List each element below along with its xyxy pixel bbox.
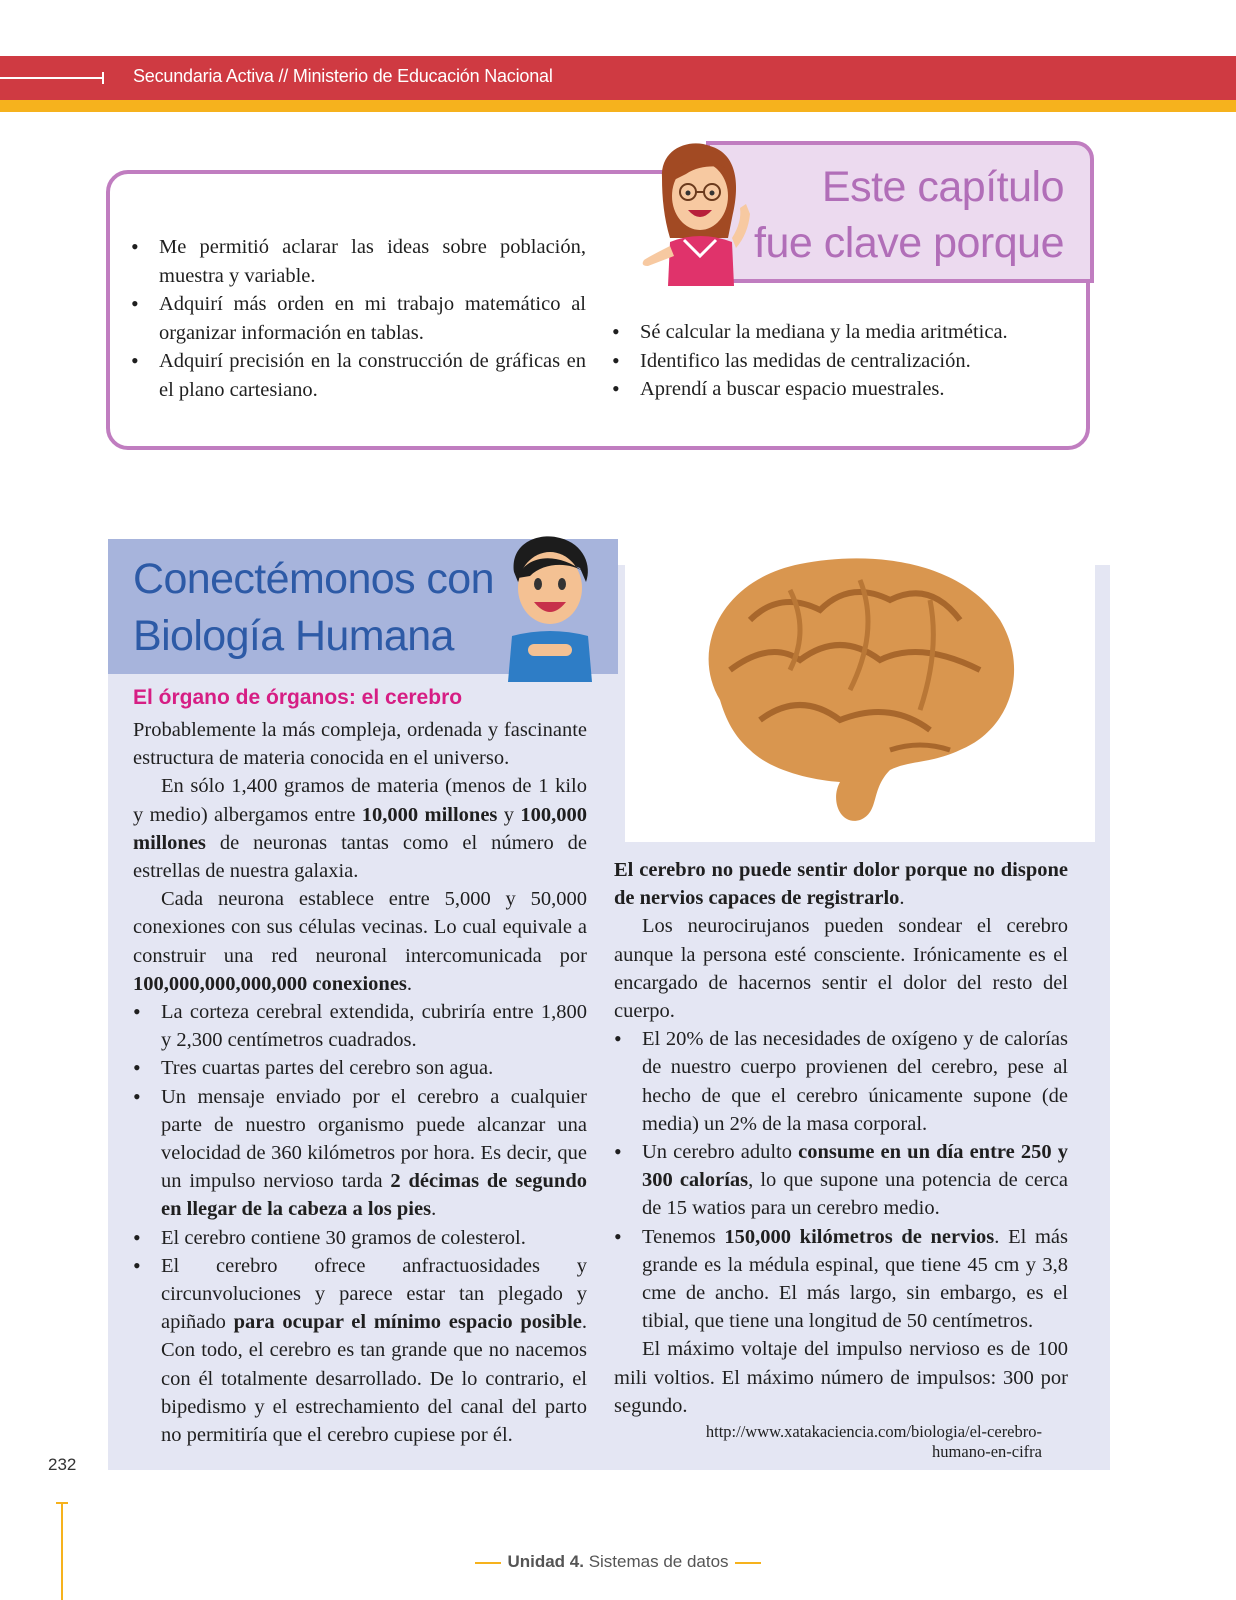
girl-illustration-icon [640,138,760,286]
boy-illustration-icon [500,532,600,682]
source-line-1: http://www.xatakaciencia.com/biologia/el-cerebro- [705,1422,1042,1442]
header-stripe [0,100,1236,112]
list-item: • Tres cuartas partes del cerebro son agua. [133,1054,587,1082]
brain-image [690,550,1030,825]
summary-title-line-1: Este capítulo [821,163,1064,211]
list-item: • La corteza cerebral extendida, cubriría entre 1,800 y 2,300 centímetros cuadrados. [133,998,587,1054]
summary-left-list [131,233,586,404]
bold-paragraph: El cerebro no puede sentir dolor porque no dispone de nervios capaces de registrarlo. [614,859,1068,910]
intro-paragraph: Probablemente la más compleja, ordenada y fascinante estructura de materia conocida en el universo. [133,719,587,770]
section-title-line-2: Biología Humana [133,612,454,660]
section-title-line-1: Conectémonos con [133,555,494,603]
list-item: • Me permitió aclarar las ideas sobre población, muestra y variable. [131,233,586,290]
list-item: • Un cerebro adulto consume en un día entre 250 y 300 calorías, lo que supone una potencia de cerca de 15 watios para un cerebro medio. [614,1138,1068,1223]
left-column [133,716,587,1449]
list-item: • El cerebro contiene 30 gramos de colesterol. [133,1224,587,1252]
footer-unit [0,1552,1236,1572]
list-item: • Adquirí precisión en la construcción de gráficas en el plano cartesiano. [131,347,586,404]
paragraph: Cada neurona establece entre 5,000 y 50,000 conexiones con sus células vecinas. Lo cual equivale a construir una red neuronal intercomunicada por 100,000,000,000,000 conexiones. [133,888,587,995]
list-item: • Sé calcular la mediana y la media aritmética. [612,318,1072,347]
paragraph: El máximo voltaje del impulso nervioso es de 100 mili voltios. El máximo número de impulsos: 300 por segundo. [614,1338,1068,1417]
section-title [133,551,494,665]
paragraph: Los neurocirujanos pueden sondear el cerebro aunque la persona esté consciente. Irónicamente es el encargado de hacernos sentir el dolor del resto del cuerpo. [614,915,1068,1023]
right-column [614,856,1068,1462]
subheading: El órgano de órganos: el cerebro [133,686,463,709]
summary-right-list [612,318,1072,404]
footer-dash-right [735,1562,761,1564]
list-item: • Tenemos 150,000 kilómetros de nervios. El más grande es la médula espinal, que tiene 45 cm y 3,8 cme de ancho. El más largo, sin embargo, es el tibial, que tiene una longitud de 50 centímetros. [614,1223,1068,1336]
list-item: • El cerebro ofrece anfractuosidades y circunvoluciones y parece estar tan plegado y apiñado para ocupar el mínimo espacio posible. Con todo, el cerebro es tan grande que no nacemos con él totalmente desarrollado. De lo contrario, el bipedismo y el estrechamiento del canal del parto no permitiría que el cerebro cupiese por él. [133,1252,587,1449]
footer-dash-left [475,1562,501,1564]
page-number: 232 [48,1455,77,1474]
summary-title-line-2: fue clave porque [754,219,1064,267]
list-item: • Adquirí más orden en mi trabajo matemático al organizar información en tablas. [131,290,586,347]
list-item: • Identifico las medidas de centralización. [612,347,1072,376]
paragraph: En sólo 1,400 gramos de materia (menos de 1 kilo y medio) albergamos entre 10,000 millones y 100,000 millones de neuronas tantas como el número de estrellas de nuestra galaxia. [133,775,587,883]
footer-rule-tick [56,1502,68,1504]
source-line-2: humano-en-cifra [932,1442,1042,1462]
facts-list [614,1025,1068,1335]
source-citation [614,1422,1068,1462]
list-item: • Un mensaje enviado por el cerebro a cualquier parte de nuestro organismo puede alcanzar una velocidad de 360 kilómetros por hora. Es decir, que un impulso nervioso tarda 2 décimas de segundo en llegar de la cabeza a los pies. [133,1083,587,1224]
list-item: • Aprendí a buscar espacio muestrales. [612,375,1072,404]
unit-title: Sistemas de datos [583,1552,729,1571]
unit-label: Unidad 4. [507,1552,584,1571]
facts-list [133,998,587,1449]
header-rule-tick [102,72,104,84]
summary-title-box [706,141,1094,283]
list-item: • El 20% de las necesidades de oxígeno y de calorías de nuestro cuerpo provienen del cerebro, pese al hecho de que el cerebro únicamente supone (de media) un 2% de la masa corporal. [614,1025,1068,1138]
header-rule [0,77,104,79]
summary-title [754,159,1064,271]
header-text: Secundaria Activa // Ministerio de Educación Nacional [133,66,553,86]
